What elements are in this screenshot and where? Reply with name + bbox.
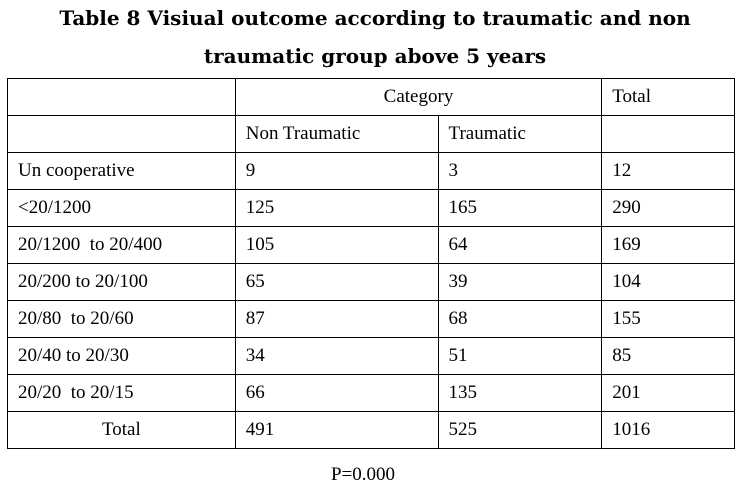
table-title-line-2: traumatic group above 5 years bbox=[203, 44, 547, 68]
cell-total: 290 bbox=[602, 190, 735, 227]
total-overall: 1016 bbox=[602, 412, 735, 449]
total-row bbox=[8, 412, 735, 449]
cell-total: 85 bbox=[602, 338, 735, 375]
total-row-label: Total bbox=[8, 412, 236, 449]
cell-non-traumatic: 9 bbox=[235, 153, 438, 190]
cell-non-traumatic: 34 bbox=[235, 338, 438, 375]
row-label: 20/20 to 20/15 bbox=[8, 375, 236, 412]
table-row bbox=[8, 264, 735, 301]
cell-traumatic: 3 bbox=[438, 153, 602, 190]
header-traumatic: Traumatic bbox=[438, 116, 602, 153]
row-label: 20/200 to 20/100 bbox=[8, 264, 236, 301]
row-label: Un cooperative bbox=[8, 153, 236, 190]
table-row bbox=[8, 375, 735, 412]
header-category: Category bbox=[235, 79, 601, 116]
cell-total: 169 bbox=[602, 227, 735, 264]
table-title-line-1: Table 8 Visiual outcome according to traumatic and non bbox=[59, 6, 691, 30]
cell-total: 12 bbox=[602, 153, 735, 190]
table-row bbox=[8, 227, 735, 264]
cell-total: 104 bbox=[602, 264, 735, 301]
cell-traumatic: 39 bbox=[438, 264, 602, 301]
total-traumatic: 525 bbox=[438, 412, 602, 449]
header-empty-cell bbox=[602, 116, 735, 153]
table-row bbox=[8, 301, 735, 338]
header-row-2 bbox=[8, 116, 735, 153]
cell-traumatic: 51 bbox=[438, 338, 602, 375]
header-non-traumatic: Non Traumatic bbox=[235, 116, 438, 153]
cell-non-traumatic: 66 bbox=[235, 375, 438, 412]
cell-traumatic: 64 bbox=[438, 227, 602, 264]
cell-non-traumatic: 87 bbox=[235, 301, 438, 338]
cell-traumatic: 135 bbox=[438, 375, 602, 412]
header-empty-cell bbox=[8, 116, 236, 153]
outcome-table bbox=[7, 78, 735, 449]
table-row bbox=[8, 338, 735, 375]
header-total: Total bbox=[602, 79, 735, 116]
cell-traumatic: 165 bbox=[438, 190, 602, 227]
table-row bbox=[8, 153, 735, 190]
header-empty-cell bbox=[8, 79, 236, 116]
cell-traumatic: 68 bbox=[438, 301, 602, 338]
cell-non-traumatic: 65 bbox=[235, 264, 438, 301]
cell-non-traumatic: 125 bbox=[235, 190, 438, 227]
cell-non-traumatic: 105 bbox=[235, 227, 438, 264]
cell-total: 201 bbox=[602, 375, 735, 412]
row-label: <20/1200 bbox=[8, 190, 236, 227]
row-label: 20/1200 to 20/400 bbox=[8, 227, 236, 264]
row-label: 20/40 to 20/30 bbox=[8, 338, 236, 375]
table-row bbox=[8, 190, 735, 227]
total-non-traumatic: 491 bbox=[235, 412, 438, 449]
cell-total: 155 bbox=[602, 301, 735, 338]
header-row-1 bbox=[8, 79, 735, 116]
row-label: 20/80 to 20/60 bbox=[8, 301, 236, 338]
p-value: P=0.000 bbox=[330, 464, 396, 485]
